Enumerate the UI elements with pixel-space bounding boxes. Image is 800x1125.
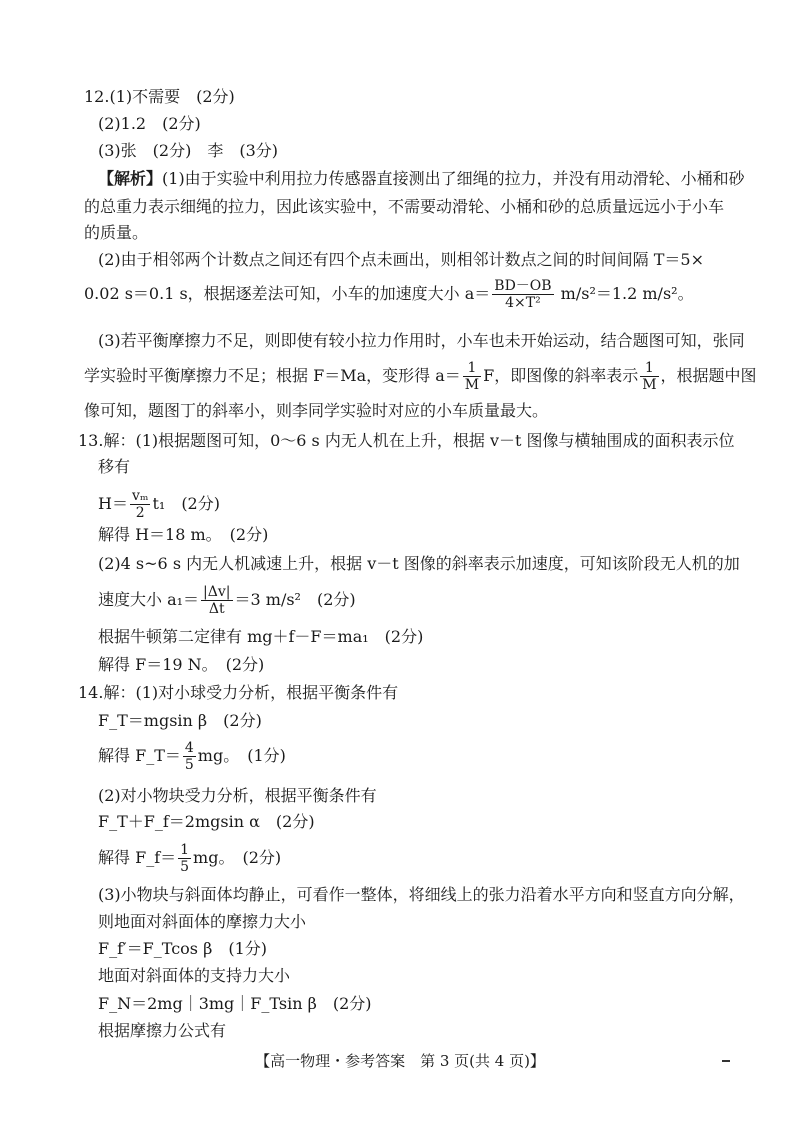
q14-line1: 14.解：(1)对小球受力分析，根据平衡条件有 (78, 683, 399, 702)
corner-dash (722, 1060, 730, 1062)
page-footer: 【高一物理・参考答案 第 3 页(共 4 页)】 (255, 1052, 545, 1070)
q14-support-force-label: 地面对斜面体的支持力大小 (98, 966, 291, 985)
q12-part1: 12.(1)不需要 (2分) (84, 87, 235, 106)
q13-part2-intro: (2)4 s~6 s 内无人机减速上升，根据 v－t 图像的斜率表示加速度，可知该阶段无人机的加 (98, 554, 740, 573)
q14-friction-result: 解得 F_f＝ $\frac{1}{5}$ mg。 (2分) (98, 842, 282, 875)
q12-explanation-line5: 0.02 s＝0.1 s，根据逐差法可知，小车的加速度大小 a＝ $\frac{BD-OB}{\text{4×T²}}$ m/s²＝1.2 m/s²。 (84, 278, 694, 311)
q13-line1: 13.解：(1)根据题图可知，0～6 s 内无人机在上升，根据 v－t 图像与横轴围成的面积表示位 (78, 431, 735, 450)
q13-force-result: 解得 F＝19 N。 (2分) (98, 655, 265, 674)
q12-part3: (3)张 (2分) 李 (3分) (98, 141, 278, 160)
slope-fraction: $\frac{1}{M}$ (642, 360, 657, 393)
explanation-tag: 【解析】 (98, 169, 163, 188)
q14-balance-formula: F_T＋F_f＝2mgsin α (2分) (98, 812, 315, 831)
q12-explanation-line7: 学实验时平衡摩擦力不足；根据 F＝Ma，变形得 a＝ $\frac{1}{M}$ F，即图像的斜率表示 $\frac{1}{M}$ ，根据题中图 (84, 360, 757, 393)
q12-explanation-line6: (3)若平衡摩擦力不足，则即使有较小拉力作用时，小车也未开始运动，结合题图可知，张同 (98, 331, 745, 350)
tension-fraction: $\frac{4}{5}$ (184, 740, 194, 773)
q12-explanation-line4: (2)由于相邻两个计数点之间还有四个点未画出，则相邻计数点之间的时间间隔 T＝5× (98, 250, 705, 269)
q13-line2: 移有 (98, 457, 131, 476)
q13-height-formula: H＝ $\frac{\text{vₘ}}{2}$ t₁ (2分) (98, 488, 220, 521)
q12-part2: (2)1.2 (2分) (98, 114, 201, 133)
q12-explanation-line8: 像可知，题图丁的斜率小，则李同学实验时对应的小车质量最大。 (84, 401, 549, 420)
q14-tension-formula: F_T＝mgsin β (2分) (98, 711, 262, 730)
q14-ground-friction-formula: F_f′＝F_Tcos β (1分) (98, 939, 267, 958)
q14-friction-formula-label: 根据摩擦力公式有 (98, 1021, 227, 1040)
height-fraction: $\frac{\text{vₘ}}{2}$ (131, 488, 149, 521)
q12-explanation-line1: 【解析】(1)由于实验中利用拉力传感器直接测出了细绳的拉力，并没有用动滑轮、小桶和砂 (98, 169, 745, 188)
q12-explanation-line2: 的总重力表示细绳的拉力，因此该实验中，不需要动滑轮、小桶和砂的总质量远远小于小车 (84, 197, 725, 216)
q14-part3-intro: (3)小物块与斜面体均静止，可看作一整体，将细线上的张力沿着水平方向和竖直方向分解， (98, 885, 745, 904)
q13-height-result: 解得 H＝18 m。 (2分) (98, 525, 269, 544)
acceleration-ratio-fraction: $\frac{|\Delta v|}{\Delta t}$ (203, 584, 231, 617)
inverse-mass-fraction: $\frac{1}{M}$ (464, 360, 480, 393)
q14-part2-intro: (2)对小物块受力分析，根据平衡条件有 (98, 786, 377, 805)
q14-ground-friction-label: 则地面对斜面体的摩擦力大小 (98, 912, 307, 931)
q13-acceleration-formula: 速度大小 a₁＝ $\frac{|\Delta v|}{\Delta t}$ ＝3 m/s² (2分) (98, 584, 356, 617)
friction-fraction: $\frac{1}{5}$ (180, 842, 190, 875)
q12-explanation-line3: 的质量。 (84, 223, 149, 242)
acceleration-fraction: $\frac{BD-OB}{\text{4×T²}}$ (494, 278, 552, 311)
q13-newton-law: 根据牛顿第二定律有 mg＋f－F＝ma₁ (2分) (98, 627, 424, 646)
q14-tension-result: 解得 F_T＝ $\frac{4}{5}$ mg。 (1分) (98, 740, 286, 773)
q14-support-force-formula: F_N＝2mg｜3mg｜F_Tsin β (2分) (98, 994, 372, 1013)
